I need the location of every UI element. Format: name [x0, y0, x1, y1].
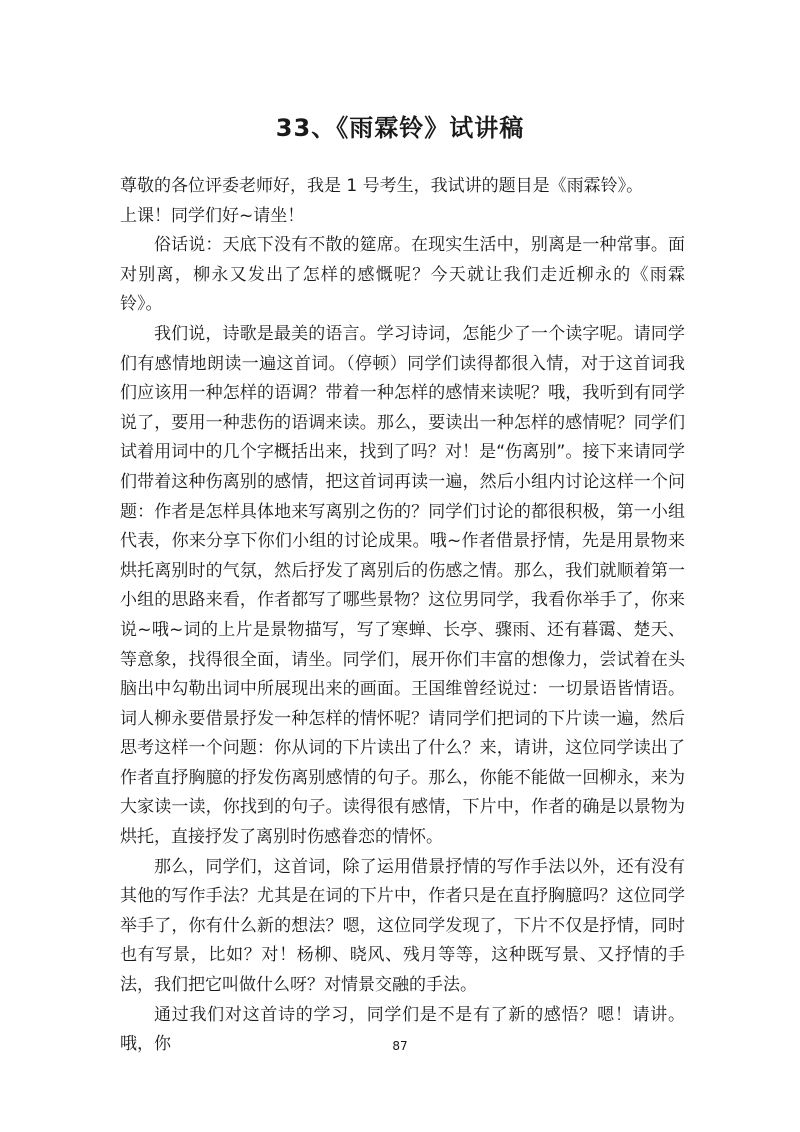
paragraph-summary: 通过我们对这首诗的学习，同学们是不是有了新的感悟？嗯！请讲。哦，你 — [120, 1004, 685, 1055]
paragraph-class-start: 上课！同学们好~请坐！ — [120, 205, 305, 226]
document-body — [120, 172, 685, 1060]
paragraph-writing-technique: 那么，同学们，这首词，除了运用借景抒情的写作手法以外，还有没有其他的写作手法？尤其是在词的下片中，作者只是在直抒胸臆吗？这位同学举手了，你有什么新的想法？嗯，这位同学发现了，下片不仅是抒情，同时也有写景，比如？对！杨柳、晓风、残月等等，这种既写景、又抒情的手法，我们把它叫做什么呀？对情景交融的手法。 — [120, 856, 685, 996]
paragraph-greeting: 尊敬的各位评委老师好，我是 1 号考生，我试讲的题目是《雨霖铃》。 — [120, 176, 644, 196]
paragraph-reading-analysis: 我们说，诗歌是最美的语言。学习诗词，怎能少了一个读字呢。请同学们有感情地朗读一遍这首词。（停顿）同学们读得都很入情，对于这首词我们应该用一种怎样的语调？带着一种怎样的感情来读呢？哦，我听到有同学说了，要用一种悲伤的语调来读。那么，要读出一种怎样的感情呢？同学们试着用词中的几个字概括出来，找到了吗？对！是“伤离别”。接下来请同学们带着这种伤离别的感情，把这首词再读一遍，然后小组内讨论这样一个问题：作者是怎样具体地来写离别之伤的？同学们讨论的都很积极，第一小组代表，你来分享下你们小组的讨论成果。哦~作者借景抒情，先是用景物来烘托离别时的气氛，然后抒发了离别后的伤感之情。那么，我们就顺着第一小组的思路来看，作者都写了哪些景物？这位男同学，我看你举手了，你来说~哦~词的上片是景物描写，写了寒蝉、长亭、骤雨、还有暮霭、楚天、等意象，找得很全面，请坐。同学们，展开你们丰富的想像力，尝试着在头脑出中勾勒出词中所展现出来的画面。王国维曾经说过：一切景语皆情语。词人柳永要借景抒发一种怎样的情怀呢？请同学们把词的下片读一遍，然后思考这样一个问题：你从词的下片读出了什么？来，请讲，这位同学读出了作者直抒胸臆的抒发伤离别感情的句子。那么，你能不能做一回柳永，来为大家读一读，你找到的句子。读得很有感情，下片中，作者的确是以景物为烘托，直接抒发了离别时伤感眷恋的情怀。 — [120, 323, 685, 848]
paragraph-introduction: 俗话说：天底下没有不散的筵席。在现实生活中，别离是一种常事。面对别离，柳永又发出了怎样的感慨呢？今天就让我们走近柳永的《雨霖铃》。 — [120, 235, 685, 315]
page-number: 87 — [392, 1039, 408, 1053]
page-title: 33、《雨霖铃》试讲稿 — [275, 114, 525, 142]
